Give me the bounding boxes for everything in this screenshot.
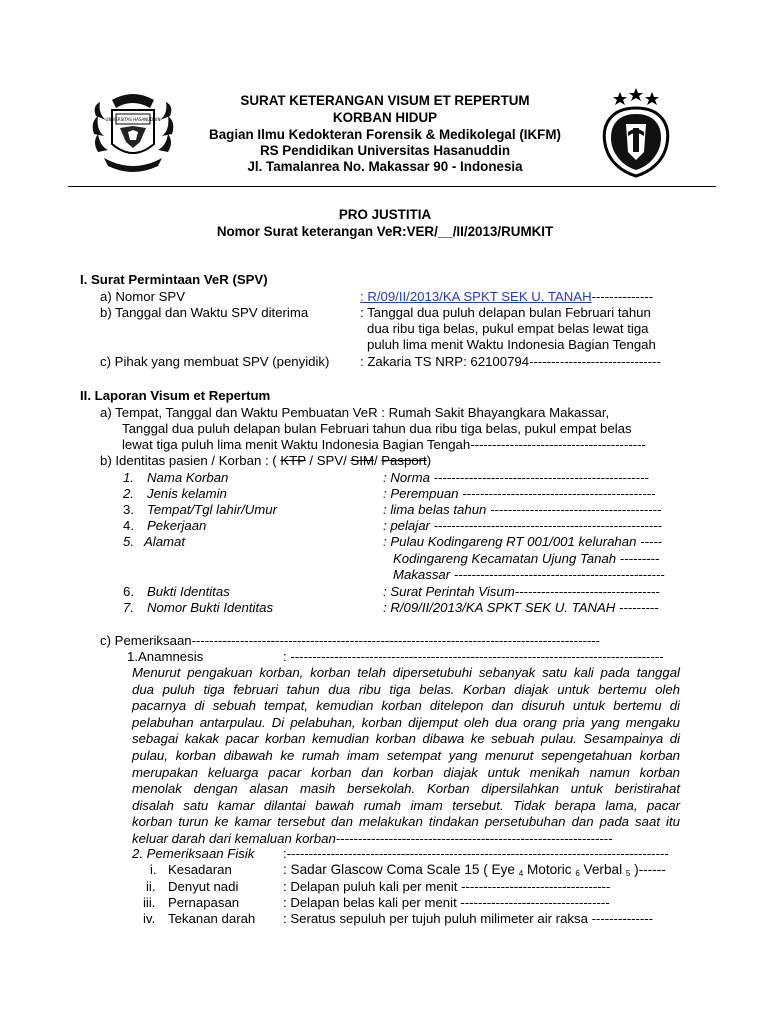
sim-struck: SIM (350, 453, 374, 468)
address-continued-2: Makassar ------------------------------------------------ (393, 567, 665, 582)
spv-received-value-3: puluh lima menit Waktu Indonesia Bagian Tengah (367, 337, 656, 352)
doc-title: SURAT KETERANGAN VISUM ET REPERTUM (240, 93, 530, 108)
identity-item-num: 7. (123, 600, 134, 615)
vital-value-consciousness: : Sadar Glascow Coma Scale 15 ( Eye $_4$ Motoric $_6$ Verbal $_5$ )------ (283, 862, 666, 878)
vital-value-pulse: : Delapan puluh kali per menit ---------------------------------- (283, 879, 611, 894)
vital-value-blood-pressure: : Seratus sepuluh per tujuh puluh milimeter air raksa -------------- (283, 911, 654, 926)
spv-investigator-label: c) Pihak yang membuat SPV (penyidik) (100, 354, 330, 369)
ver-place-line-1: a) Tempat, Tanggal dan Waktu Pembuatan VeR : Rumah Sakit Bhayangkara Makassar, (100, 405, 610, 420)
identity-item-label: Nomor Bukti Identitas (147, 600, 274, 615)
identity-item-label: Tempat/Tgl lahir/Umur (147, 502, 277, 517)
hospital-name: RS Pendidikan Universitas Hasanuddin (259, 143, 511, 158)
anamnesis-colon: : ------------------------------------------------------------------------------------- (283, 649, 664, 664)
identity-item-num: 3. (123, 502, 134, 517)
vital-value-respiration: : Delapan belas kali per menit ---------------------------------- (283, 895, 610, 910)
address-continued-1: Kodingareng Kecamatan Ujung Tanah --------- (393, 551, 660, 566)
identity-item-value: : pelajar ---------------------------------------------------- (383, 518, 662, 533)
identity-item-num: 2. (123, 486, 134, 501)
department-name: Bagian Ilmu Kedokteran Forensik & Medikolegal (IKFM) (209, 127, 561, 142)
spv-investigator-value: : Zakaria TS NRP: 62100794------------------------------ (360, 354, 661, 369)
spv-number-label: a) Nomor SPV (100, 289, 186, 304)
vital-label: Denyut nadi (168, 879, 239, 894)
ver-place-line-2: Tanggal dua puluh delapan bulan Februari tahun dua ribu tiga belas, pukul empat belas (122, 421, 632, 436)
doc-subtitle: KORBAN HIDUP (332, 110, 438, 125)
identity-item-num: 5. (123, 534, 134, 549)
vital-num: ii. (146, 879, 156, 894)
spv-number-value: : R/09/II/2013/KA SPKT SEK U. TANAH-------------- (360, 289, 654, 304)
ver-place-line-3: lewat tiga puluh lima menit Waktu Indonesia Bagian Tengah---------------------------------------- (122, 437, 646, 452)
identity-item-num: 4. (123, 518, 134, 533)
ktp-struck: KTP (280, 453, 306, 468)
vital-label: Pernapasan (168, 895, 240, 910)
identity-item-label: Nama Korban (147, 470, 229, 485)
header-rule (68, 186, 716, 187)
section-2-heading: II. Laporan Visum et Repertum (80, 388, 271, 403)
physical-exam-colon: :--------------------------------------------------------------------------------------- (283, 846, 669, 861)
physical-exam-label: 2. Pemeriksaan Fisik (132, 846, 255, 861)
identity-item-label: Bukti Identitas (147, 584, 230, 599)
identity-item-label: Pekerjaan (147, 518, 207, 533)
identity-item-num: 6. (123, 584, 134, 599)
paspor-struck: Pasport (381, 453, 427, 468)
identity-item-value: : Pulau Kodingareng RT 001/001 kelurahan ----- (383, 534, 663, 549)
vital-label: Tekanan darah (168, 911, 256, 926)
identity-item-label: Alamat (144, 534, 186, 549)
letter-number: Nomor Surat keterangan VeR:VER/__/II/2013/RUMKIT (216, 224, 554, 239)
identity-line: b) Identitas pasien / Korban : ( KTP / SPV/ SIM/ Pasport) (100, 453, 432, 468)
vital-num: iii. (143, 895, 156, 910)
vital-num: iv. (143, 911, 156, 926)
section-1-heading: I. Surat Permintaan VeR (SPV) (80, 272, 268, 287)
identity-item-value: : Surat Perintah Visum--------------------------------- (383, 584, 660, 599)
pro-justitia: PRO JUSTITIA (338, 207, 432, 222)
identity-item-value: : lima belas tahun --------------------------------------- (383, 502, 662, 517)
vital-num: i. (150, 862, 157, 877)
examination-heading: c) Pemeriksaan--------------------------------------------------------------------------------------------- (100, 633, 601, 648)
spv-number-link[interactable]: : R/09/II/2013/KA SPKT SEK U. TANAH (360, 289, 592, 304)
identity-item-num: 1. (123, 470, 134, 485)
spv-received-label: b) Tanggal dan Waktu SPV diterima (100, 305, 309, 320)
hospital-address: Jl. Tamalanrea No. Makassar 90 - Indonesia (247, 159, 523, 174)
anamnesis-label: 1.Anamnesis (127, 649, 204, 664)
spv-received-value-1: : Tanggal dua puluh delapan bulan Februari tahun (360, 305, 651, 320)
anamnesis-paragraph: Menurut pengakuan korban, korban telah dipersetubuhi sebanyak satu kali pada tanggal dua puluh tiga februari tahun dua ribu tiga belas. Korban diajak untuk bertemu oleh pacarnya di sebuah tempat, kemudian korban ditelepon dan disuruh untuk bertemu di pelabuhan antarpulau. Di pelabuhan, korban dijemput oleh dua orang pria yang mengaku sebagai kakak pacar korban kemudian korban dibawa ke sebuah pulau. Sesampainya di pulau, korban dibawah ke rumah imam setempat yang menurut sepengetahuan korban merupakan keluarga pacar korban dan korban diajak untuk menikah namun korban menolak dengan alasan masih bersekolah. Korban dipersilahkan untuk beristirahat disalah satu kamar dilantai bawah rumah imam tersebut. Tidak berapa lama, pacar korban turun ke kamar tersebut dan melakukan tindakan persetubuhan dan pada saat itu keluar darah dari kemaluan korban--------------------------------------------------------------- (132, 665, 680, 846)
identity-item-value: : Perempuan -------------------------------------------- (383, 486, 656, 501)
identity-item-label: Jenis kelamin (147, 486, 227, 501)
vital-label: Kesadaran (168, 862, 232, 877)
identity-item-value: : Norma ------------------------------------------------- (383, 470, 649, 485)
spv-received-value-2: dua ribu tiga belas, pukul empat belas lewat tiga (367, 321, 649, 336)
crest-banner-text: UNIVERSITAS HASANUDDIN (105, 117, 161, 122)
identity-item-value: : R/09/II/2013/KA SPKT SEK U. TANAH --------- (383, 600, 659, 615)
